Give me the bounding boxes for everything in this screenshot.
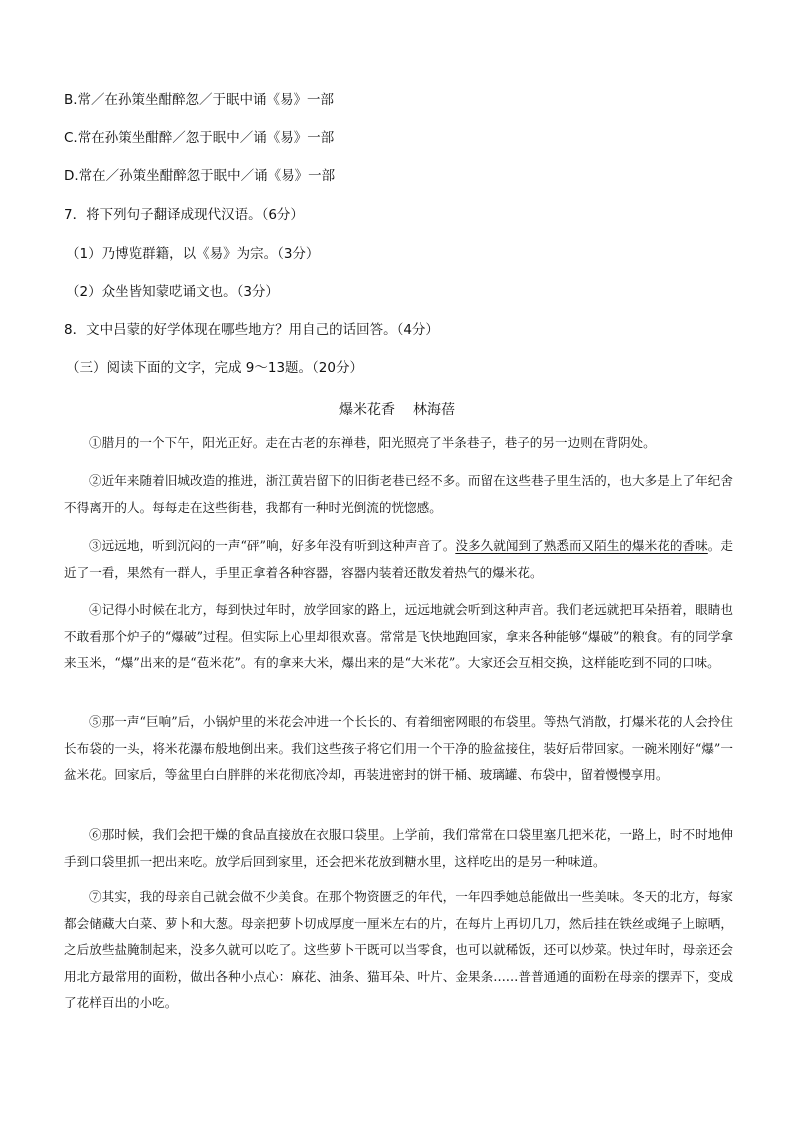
paragraph-2: ②近年来随着旧城改造的推进，浙江黄岩留下的旧街老巷已经不多。而留在这些巷子里生活的，也大多是上了年纪舍不得离开的人。每每走在这些街巷，我都有一种时光倒流的恍惚感。: [64, 473, 733, 515]
option-b: B.常／在孙策坐酣醉忽／于眠中诵《易》一部: [64, 92, 335, 108]
question-7: 7．将下列句子翻译成现代汉语。（6分）: [64, 207, 304, 223]
paragraph-3: [64, 533, 733, 586]
article-author: 林海蓓: [413, 402, 455, 418]
paragraph-1: ①腊月的一个下午，阳光正好。走在古老的东禅巷，阳光照亮了半条巷子，巷子的另一边则在背阴处。: [89, 435, 656, 450]
paragraph-4: ④记得小时候在北方，每到快过年时，放学回家的路上，远远地就会听到这种声音。我们老远就把耳朵捂着，眼睛也不敢看那个炉子的“爆破”过程。但实际上心里却很欢喜。常常是飞快地跑回家，拿来各种能够“爆破”的粮食。有的同学拿来玉米，“爆”出来的是“苞米花”。有的拿来大米，爆出来的是“大米花”。大家还会互相交换，这样能吃到不同的口味。: [64, 602, 733, 670]
question-7-item-1: （1）乃博览群籍，以《易》为宗。（3分）: [66, 246, 320, 262]
option-d: D.常在／孙策坐酣醉忽于眠中／诵《易》一部: [64, 168, 336, 184]
underlined-sentence: 没多久就闻到了熟悉而又陌生的爆米花的香味: [455, 538, 708, 553]
question-8: 8．文中吕蒙的好学体现在哪些地方？用自己的话回答。（4分）: [64, 322, 439, 338]
section-3-heading: （三）阅读下面的文字，完成 9～13题。（20分）: [66, 360, 363, 376]
option-c: C.常在孙策坐酣醉／忽于眠中／诵《易》一部: [64, 130, 335, 146]
paragraph-3-text-a: ③远远地，听到沉闷的一声“砰”响，好多年没有听到这种声音了。: [89, 538, 456, 553]
paragraph-3-text-c: 。走近了一看，果然有一群人，手里正拿着各种容器，容器内装着还散发着热气的爆米花。: [64, 538, 733, 580]
paragraph-6: ⑥那时候，我们会把干燥的食品直接放在衣服口袋里。上学前，我们常常在口袋里塞几把米花，一路上，时不时地伸手到口袋里抓一把出来吃。放学后回到家里，还会把米花放到糖水里，这样吃出的是另一种味道。: [64, 827, 733, 869]
paragraph-7: ⑦其实，我的母亲自己就会做不少美食。在那个物资匮乏的年代，一年四季她总能做出一些美味。冬天的北方，每家都会储藏大白菜、萝卜和大葱。母亲把萝卜切成厚度一厘米左右的片，在每片上再切几刀，然后挂在铁丝或绳子上晾晒，之后放些盐腌制起来，没多久就可以吃了。这些萝卜干既可以当零食，也可以就稀饭，还可以炒菜。快过年时，母亲还会用北方最常用的面粉，做出各种小点心：麻花、油条、猫耳朵、叶片、金果条……普普通通的面粉在母亲的摆弄下，变成了花样百出的小吃。: [64, 889, 733, 1010]
question-7-item-2: （2）众坐皆知蒙呓诵文也。（3分）: [66, 284, 279, 300]
article-title-line: [0, 399, 794, 419]
paragraph-5: ⑤那一声“巨响”后，小锅炉里的米花会冲进一个长长的、有着细密网眼的布袋里。等热气消散，打爆米花的人会拎住长布袋的一头，将米花瀑布般地倒出来。我们这些孩子将它们用一个干净的脸盆接住，装好后带回家。一碗米刚好“爆”一盆米花。回家后，等盆里白白胖胖的米花彻底冷却，再装进密封的饼干桶、玻璃罐、布袋中，留着慢慢享用。: [64, 714, 733, 782]
article-title: 爆米花香: [339, 402, 395, 418]
